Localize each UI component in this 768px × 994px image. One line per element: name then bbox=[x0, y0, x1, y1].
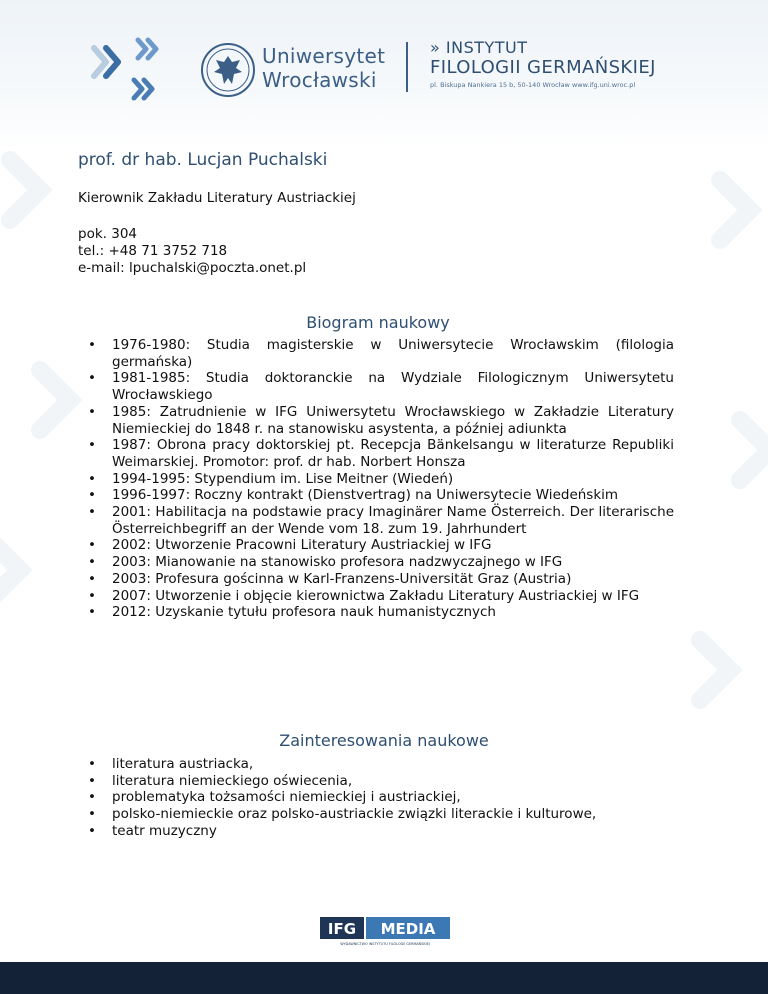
university-name bbox=[262, 44, 385, 92]
list-item: • 1987: Obrona pracy doktorskiej pt. Recepcja Bänkelsangu w literaturze Republiki Weimarskiej. Promotor: prof. dr hab. Norbert Honsza bbox=[112, 437, 674, 470]
room-number: pok. 304 bbox=[78, 226, 137, 242]
institute-name: FILOLOGII GERMAŃSKIEJ bbox=[430, 57, 656, 78]
page-header bbox=[0, 0, 768, 130]
list-item: • problematyka tożsamości niemieckiej i austriackiej, bbox=[112, 789, 674, 806]
list-item: • 2003: Mianowanie na stanowisko profesora nadzwyczajnego w IFG bbox=[112, 554, 674, 571]
header-divider bbox=[406, 42, 408, 92]
list-item: • 2012: Uzyskanie tytułu profesora nauk humanistycznych bbox=[112, 604, 674, 621]
list-item: • teatr muzyczny bbox=[112, 823, 674, 840]
interests-list bbox=[112, 756, 674, 840]
university-name-line2: Wrocławski bbox=[262, 68, 377, 92]
person-role: Kierownik Zakładu Literatury Austriackiej bbox=[78, 190, 356, 206]
list-item: • 2003: Profesura gościnna w Karl-Franzens-Universität Graz (Austria) bbox=[112, 571, 674, 588]
list-item: • 2002: Utworzenie Pracowni Literatury Austriackiej w IFG bbox=[112, 537, 674, 554]
ifg-media-logo bbox=[320, 917, 450, 951]
logo-text-media: MEDIA bbox=[380, 920, 436, 938]
contact-block bbox=[78, 226, 306, 277]
list-item: • 1994-1995: Stypendium im. Lise Meitner (Wiedeń) bbox=[112, 471, 674, 488]
interests-heading: Zainteresowania naukowe bbox=[279, 731, 489, 750]
list-item: • 1996-1997: Roczny kontrakt (Dienstvertrag) na Uniwersytecie Wiedeńskim bbox=[112, 487, 674, 504]
logo-text-ifg: IFG bbox=[327, 920, 357, 938]
ifg-media-logo-icon bbox=[320, 917, 450, 947]
university-name-line1: Uniwersytet bbox=[262, 44, 386, 68]
footer-bar bbox=[0, 962, 768, 994]
list-item: • 2007: Utworzenie i objęcie kierownictwa Zakładu Literatury Austriackiej w IFG bbox=[112, 588, 674, 605]
list-item: • polsko-niemieckie oraz polsko-austriackie związki literackie i kulturowe, bbox=[112, 806, 674, 823]
university-seal-icon bbox=[200, 42, 256, 98]
list-item: • 2001: Habilitacja na podstawie pracy Imaginärer Name Österreich. Der literarische Österreichbegriff an der Wende vom 18. zum 19. Jahrhundert bbox=[112, 504, 674, 537]
list-item: • literatura niemieckiego oświecenia, bbox=[112, 773, 674, 790]
institute-label: » INSTYTUT bbox=[430, 38, 528, 57]
phone-number: tel.: +48 71 3752 718 bbox=[78, 243, 228, 259]
list-item: • 1976-1980: Studia magisterskie w Uniwersytecie Wrocławskim (filologia germańska) bbox=[112, 337, 674, 370]
email-address: e-mail: lpuchalski@poczta.onet.pl bbox=[78, 260, 307, 276]
list-item: • literatura austriacka, bbox=[112, 756, 674, 773]
chevrons-logo-icon bbox=[86, 36, 166, 106]
biogram-heading: Biogram naukowy bbox=[306, 313, 450, 332]
logo-tagline: WYDAWNICTWO INSTYTUTU FILOLOGII GERMAŃSKIEJ bbox=[340, 942, 430, 946]
institute-address: pl. Biskupa Nankiera 15 b, 50-140 Wrocław www.ifg.uni.wroc.pl bbox=[430, 81, 636, 89]
list-item: • 1985: Zatrudnienie w IFG Uniwersytetu Wrocławskiego w Zakładzie Literatury Niemieckiej do 1848 r. na stanowisku asystenta, a później adiunkta bbox=[112, 404, 674, 437]
person-name: prof. dr hab. Lucjan Puchalski bbox=[78, 150, 328, 170]
biogram-list bbox=[112, 337, 674, 621]
list-item: • 1981-1985: Studia doktoranckie na Wydziale Filologicznym Uniwersytetu Wrocławskiego bbox=[112, 370, 674, 403]
